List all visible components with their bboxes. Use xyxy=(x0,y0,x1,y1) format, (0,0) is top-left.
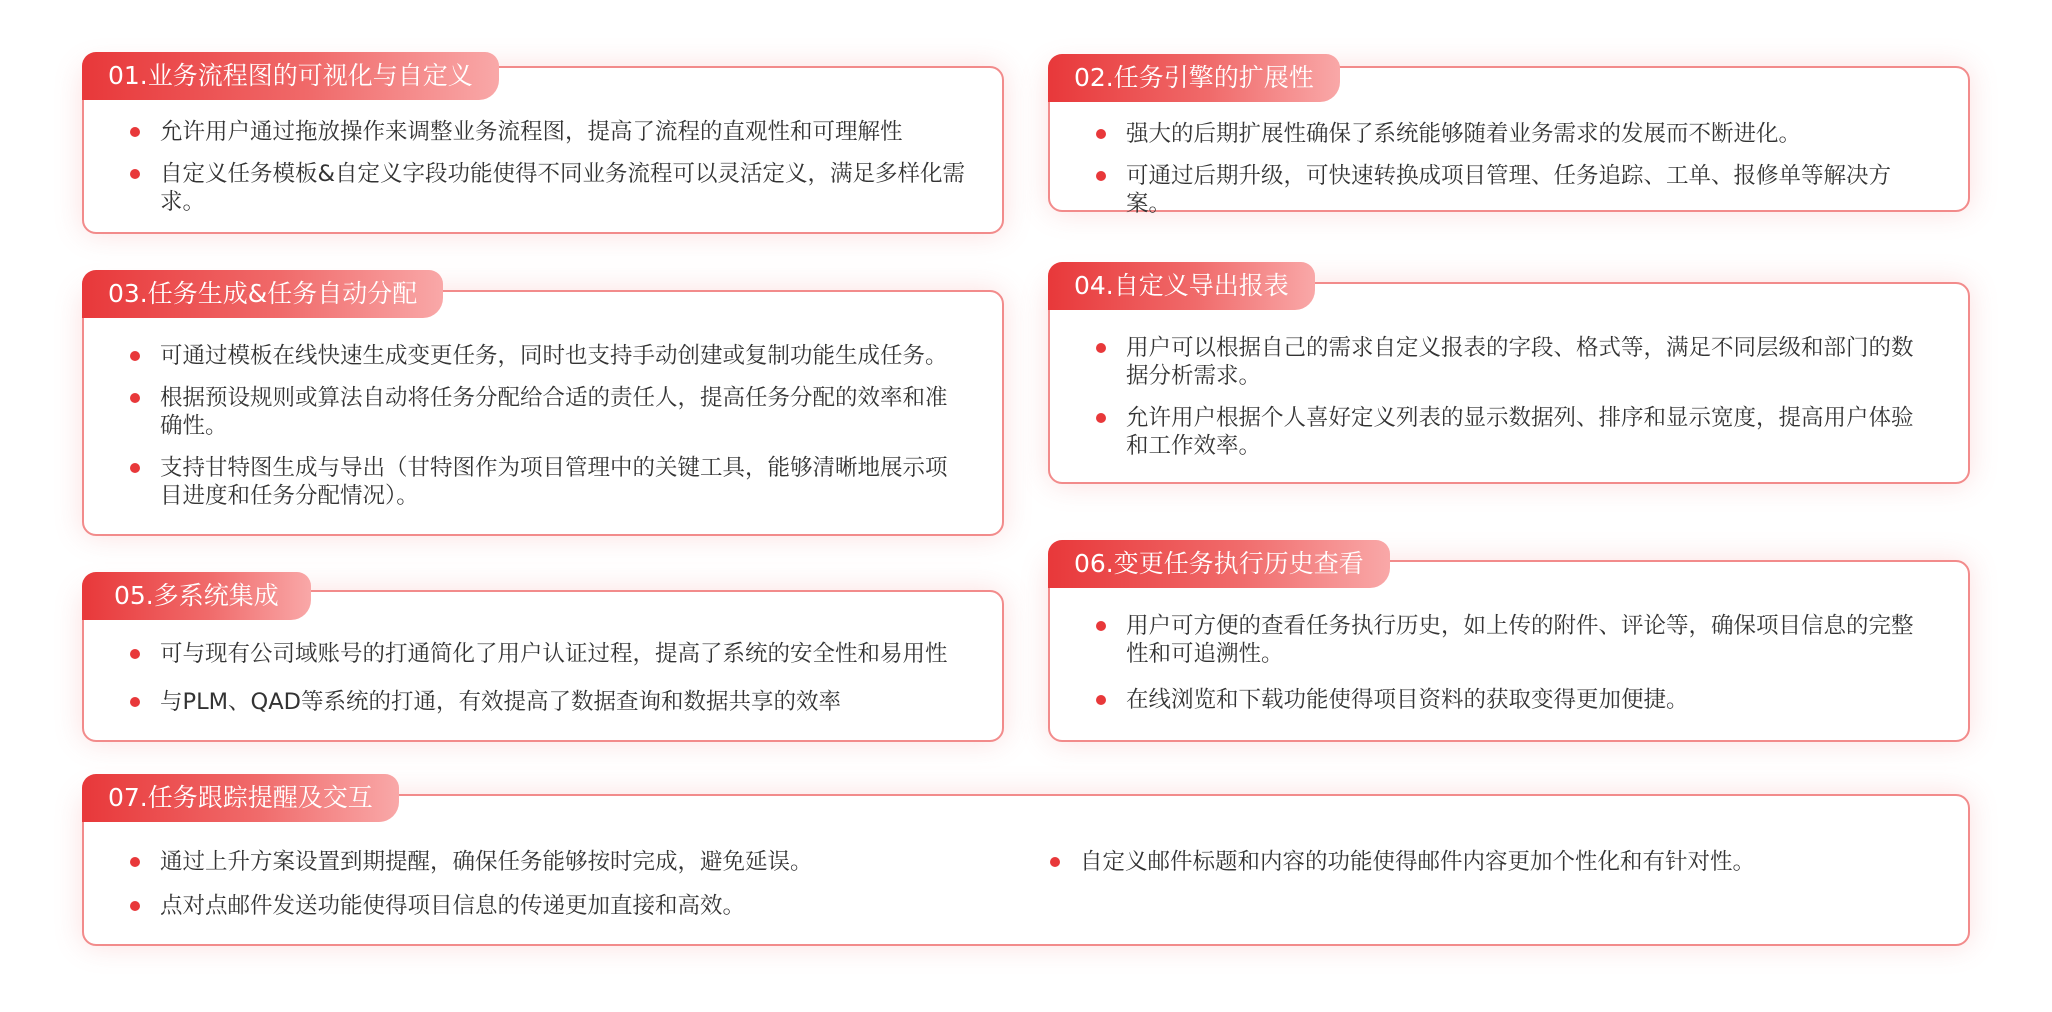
card-title-03: 03.任务生成&任务自动分配 xyxy=(82,270,443,318)
bullet-icon xyxy=(130,463,140,473)
bullet-icon xyxy=(1096,413,1106,423)
card-title-05: 05.多系统集成 xyxy=(82,572,311,620)
list-item: 与PLM、QAD等系统的打通，有效提高了数据查询和数据共享的效率 xyxy=(84,688,1002,716)
bullet-icon xyxy=(130,393,140,403)
list-item: 通过上升方案设置到期提醒，确保任务能够按时完成，避免延误。 xyxy=(84,848,1006,876)
feature-card-04 xyxy=(1048,271,1970,484)
list-item: 可通过模板在线快速生成变更任务，同时也支持手动创建或复制功能生成任务。 xyxy=(84,342,1002,370)
list-item: 自定义任务模板&自定义字段功能使得不同业务流程可以灵活定义，满足多样化需求。 xyxy=(84,160,1002,216)
list-item: 点对点邮件发送功能使得项目信息的传递更加直接和高效。 xyxy=(84,892,1006,920)
card-title-01: 01.业务流程图的可视化与自定义 xyxy=(82,52,499,100)
feature-card-03 xyxy=(82,279,1004,536)
bullet-icon xyxy=(1096,171,1106,181)
list-item: 允许用户通过拖放操作来调整业务流程图，提高了流程的直观性和可理解性 xyxy=(84,118,1002,146)
feature-card-05 xyxy=(82,581,1004,742)
card-07-right-column xyxy=(1004,848,1964,890)
card-title-02: 02.任务引擎的扩展性 xyxy=(1048,54,1340,102)
feature-card-06 xyxy=(1048,549,1970,742)
list-item: 支持甘特图生成与导出（甘特图作为项目管理中的关键工具，能够清晰地展示项目进度和任务分配情况）。 xyxy=(84,454,1002,510)
list-item: 强大的后期扩展性确保了系统能够随着业务需求的发展而不断进化。 xyxy=(1050,120,1968,148)
feature-card-07 xyxy=(82,783,1970,946)
list-item: 自定义邮件标题和内容的功能使得邮件内容更加个性化和有针对性。 xyxy=(1004,848,1964,876)
bullet-icon xyxy=(1096,695,1106,705)
list-item: 用户可方便的查看任务执行历史，如上传的附件、评论等，确保项目信息的完整性和可追溯性。 xyxy=(1050,612,1968,668)
list-item: 根据预设规则或算法自动将任务分配给合适的责任人，提高任务分配的效率和准确性。 xyxy=(84,384,1002,440)
card-title-06: 06.变更任务执行历史查看 xyxy=(1048,540,1390,588)
bullet-icon xyxy=(130,697,140,707)
bullet-icon xyxy=(1050,857,1060,867)
bullet-icon xyxy=(130,351,140,361)
bullet-icon xyxy=(130,901,140,911)
feature-card-01 xyxy=(82,61,1004,234)
card-title-07: 07.任务跟踪提醒及交互 xyxy=(82,774,399,822)
bullet-icon xyxy=(1096,129,1106,139)
list-item: 可与现有公司域账号的打通简化了用户认证过程，提高了系统的安全性和易用性 xyxy=(84,640,1002,668)
bullet-icon xyxy=(130,127,140,137)
bullet-icon xyxy=(1096,621,1106,631)
feature-card-02 xyxy=(1048,63,1970,217)
card-title-04: 04.自定义导出报表 xyxy=(1048,262,1315,310)
bullet-icon xyxy=(130,169,140,179)
bullet-icon xyxy=(1096,343,1106,353)
list-item: 可通过后期升级，可快速转换成项目管理、任务追踪、工单、报修单等解决方案。 xyxy=(1050,162,1968,218)
list-item: 用户可以根据自己的需求自定义报表的字段、格式等，满足不同层级和部门的数据分析需求。 xyxy=(1050,334,1968,390)
bullet-icon xyxy=(130,857,140,867)
card-07-left-column xyxy=(84,848,1006,934)
list-item: 在线浏览和下载功能使得项目资料的获取变得更加便捷。 xyxy=(1050,686,1968,714)
bullet-icon xyxy=(130,649,140,659)
list-item: 允许用户根据个人喜好定义列表的显示数据列、排序和显示宽度，提高用户体验和工作效率。 xyxy=(1050,404,1968,460)
